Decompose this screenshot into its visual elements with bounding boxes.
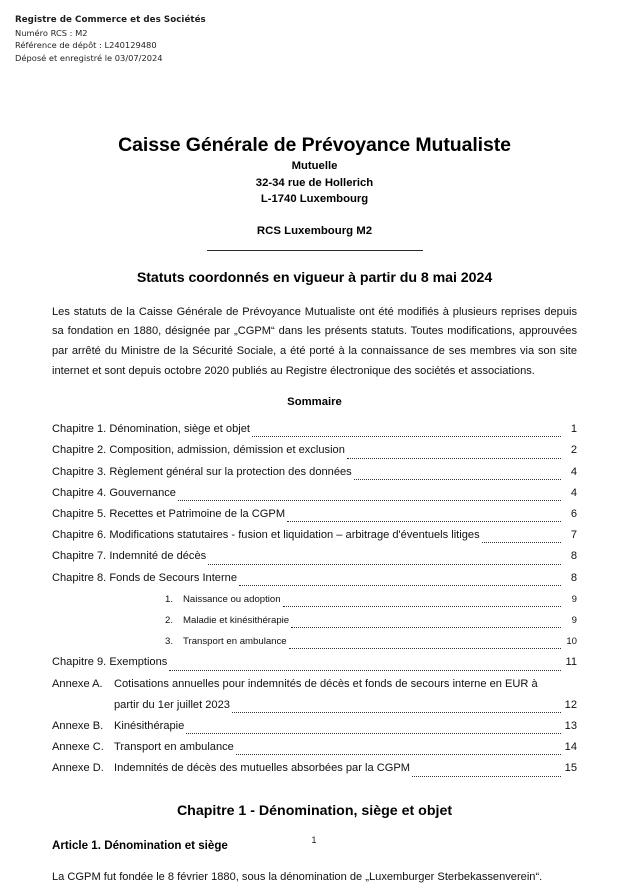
toc-leader-dots <box>186 732 561 734</box>
statuts-title: Statuts coordonnés en vigueur à partir du 8 mai 2024 <box>136 269 493 286</box>
rcs-stamp-title: Registre de Commerce et des Sociétés <box>15 15 206 25</box>
toc-annex-label: Kinésithérapie <box>114 720 185 732</box>
toc-annex-label: Indemnités de décès des mutuelles absorbées par la CGPM <box>114 762 410 775</box>
toc-annex-entry[interactable] <box>52 737 577 758</box>
toc-leader-dots <box>291 626 561 628</box>
toc-page-number: 6 <box>570 507 577 520</box>
toc-entry[interactable] <box>52 546 577 567</box>
rcs-filing-date: Déposé et enregistré le 03/07/2024 <box>15 52 163 63</box>
toc-leader-dots <box>232 711 561 713</box>
organization-city: L-1740 Luxembourg <box>260 193 369 206</box>
table-of-contents <box>52 419 577 779</box>
toc-entry-label: Chapitre 7. Indemnité de décès <box>52 550 207 563</box>
toc-page-number: 9 <box>571 593 577 605</box>
document-body <box>52 0 577 887</box>
toc-annex-key: Annexe B. <box>52 720 104 732</box>
toc-leader-dots <box>283 605 561 607</box>
toc-leader-dots <box>169 669 561 671</box>
toc-leader-dots <box>412 775 561 777</box>
toc-entry-label: Chapitre 1. Dénomination, siège et objet <box>52 423 250 436</box>
toc-leader-dots <box>289 647 561 649</box>
letterhead-divider <box>52 250 577 251</box>
toc-annex-key: Annexe C. <box>52 741 104 754</box>
toc-leader-dots <box>236 753 561 755</box>
article-1-body: La CGPM fut fondée le 8 février 1880, sous la dénomination de „Luxemburger Sterbekassenverein“. <box>52 870 543 883</box>
toc-annex-body <box>114 674 577 716</box>
toc-page-number: 14 <box>564 741 577 754</box>
toc-leader-dots <box>287 520 561 522</box>
toc-leader-dots <box>252 435 561 437</box>
toc-entry-label: Maladie et kinésithérapie <box>183 614 290 626</box>
toc-annex-entry[interactable] <box>52 716 577 737</box>
toc-entry[interactable] <box>52 483 577 504</box>
rcs-deposit-reference: Référence de dépôt : L240129480 <box>15 40 157 51</box>
toc-entry[interactable] <box>52 652 577 673</box>
toc-leader-dots <box>347 457 561 459</box>
statuts-intro-paragraph: Les statuts de la Caisse Générale de Prévoyance Mutualiste ont été modifiés à plusieurs reprises depuis sa fondation en 1880, désignée par „CGPM“ dans les présents statuts. Toutes modifications, approuvées par arrêté du Ministre de la Sécurité Sociale, a été porté à la connaissance de ses membres via son site internet et sont depuis octobre 2020 publiés au Registre électronique des sociétés et associations. <box>52 305 577 377</box>
toc-page-number: 13 <box>564 720 577 732</box>
toc-entry[interactable] <box>52 462 577 483</box>
toc-entry-label: Chapitre 6. Modifications statutaires - fusion et liquidation – arbitrage d'éventuels litiges <box>52 529 480 542</box>
toc-annex-entry[interactable] <box>52 674 577 716</box>
toc-entry[interactable] <box>52 419 577 440</box>
organization-type: Mutuelle <box>291 160 338 172</box>
toc-entry[interactable] <box>52 589 577 610</box>
toc-annex-line-1: Cotisations annuelles pour indemnités de décès et fonds de secours interne en EUR à <box>114 677 538 690</box>
toc-entry-label: Chapitre 3. Règlement général sur la protection des données <box>52 465 352 478</box>
chapter-1-heading: Chapitre 1 - Dénomination, siège et objet <box>176 802 453 819</box>
toc-annex-key: Annexe A. <box>52 677 103 690</box>
toc-entry[interactable] <box>52 610 577 631</box>
toc-page-number: 10 <box>566 636 577 648</box>
toc-annex-key: Annexe D. <box>52 762 104 775</box>
toc-annex-entry[interactable] <box>52 758 577 779</box>
organization-name: Caisse Générale de Prévoyance Mutualiste <box>118 134 511 156</box>
toc-page-number: 4 <box>570 465 577 478</box>
toc-entry-number: 3. <box>165 636 174 648</box>
toc-entry[interactable] <box>52 568 577 589</box>
toc-page-number: 8 <box>570 571 577 584</box>
toc-entry-label: Transport en ambulance <box>183 636 287 648</box>
toc-entry[interactable] <box>52 440 577 461</box>
toc-entry-label: Chapitre 4. Gouvernance <box>52 486 176 499</box>
toc-leader-dots <box>354 478 561 480</box>
toc-entry[interactable] <box>52 525 577 546</box>
toc-heading: Sommaire <box>287 396 342 409</box>
toc-page-number: 1 <box>570 423 577 436</box>
toc-entry-label: Naissance ou adoption <box>183 593 281 605</box>
article-1-heading: Article 1. Dénomination et siège <box>52 838 228 852</box>
toc-entry-number: 1. <box>165 593 174 605</box>
toc-entry-label: Chapitre 2. Composition, admission, démission et exclusion <box>52 444 345 457</box>
toc-page-number: 8 <box>570 550 577 563</box>
toc-page-number: 2 <box>570 444 577 457</box>
toc-annex-line-2-label: partir du 1er juillet 2023 <box>114 698 230 711</box>
toc-page-number: 15 <box>564 762 577 775</box>
toc-annex-line-2 <box>114 695 577 716</box>
page-number: 1 <box>311 835 317 845</box>
horizontal-rule <box>207 250 423 251</box>
toc-entry-label: Chapitre 9. Exemptions <box>52 656 168 669</box>
organization-rcs-reference: RCS Luxembourg M2 <box>256 224 373 237</box>
toc-leader-dots <box>482 541 561 543</box>
toc-entry-label: Chapitre 5. Recettes et Patrimoine de la CGPM <box>52 507 286 520</box>
organization-street: 32-34 rue de Hollerich <box>255 176 374 189</box>
toc-page-number: 11 <box>565 656 577 669</box>
toc-entry-label: Chapitre 8. Fonds de Secours Interne <box>52 571 238 584</box>
toc-page-number: 9 <box>571 614 577 626</box>
toc-page-number: 12 <box>564 698 577 711</box>
toc-annex-label: Transport en ambulance <box>114 741 234 754</box>
toc-entry[interactable] <box>52 631 577 652</box>
toc-entry[interactable] <box>52 504 577 525</box>
toc-leader-dots <box>239 584 561 586</box>
toc-leader-dots <box>178 499 561 501</box>
toc-leader-dots <box>208 563 561 565</box>
toc-entry-number: 2. <box>165 614 174 626</box>
toc-page-number: 7 <box>570 529 577 542</box>
rcs-number: Numéro RCS : M2 <box>15 28 88 38</box>
toc-page-number: 4 <box>570 486 577 499</box>
